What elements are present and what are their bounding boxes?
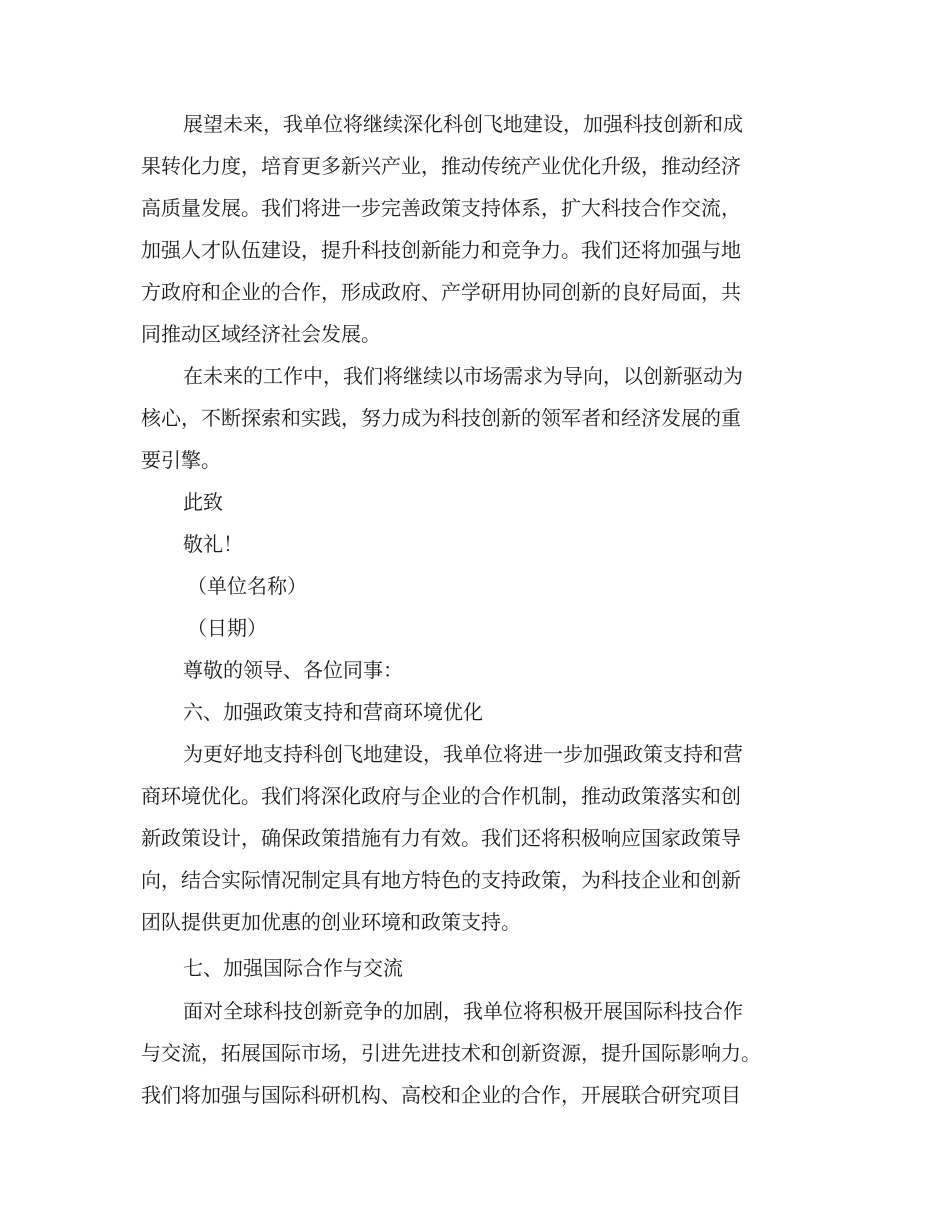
paragraph-line: 要引擎。 bbox=[141, 448, 221, 472]
signature-date: （日期） bbox=[187, 616, 267, 640]
paragraph-line: 高质量发展。我们将进一步完善政策支持体系，扩大科技合作交流， bbox=[141, 196, 741, 220]
paragraph-line: 我们将加强与国际科研机构、高校和企业的合作，开展联合研究项目 bbox=[141, 1083, 741, 1107]
paragraph-line: 核心，不断探索和实践，努力成为科技创新的领军者和经济发展的重 bbox=[141, 406, 741, 430]
greeting-line: 尊敬的领导、各位同事： bbox=[183, 658, 403, 682]
closing-regards: 敬礼！ bbox=[183, 532, 243, 556]
section-heading: 六、加强政策支持和营商环境优化 bbox=[183, 700, 483, 724]
closing-salutation: 此致 bbox=[183, 490, 223, 514]
paragraph-line: 向，结合实际情况制定具有地方特色的支持政策，为科技企业和创新 bbox=[141, 868, 741, 892]
paragraph-line: 为更好地支持科创飞地建设，我单位将进一步加强政策支持和营 bbox=[183, 742, 743, 766]
paragraph-line: 与交流，拓展国际市场，引进先进技术和创新资源，提升国际影响力。 bbox=[141, 1041, 761, 1065]
paragraph-line: 在未来的工作中，我们将继续以市场需求为导向，以创新驱动为 bbox=[183, 364, 743, 388]
signature-unit-name: （单位名称） bbox=[187, 574, 307, 598]
paragraph-line: 同推动区域经济社会发展。 bbox=[141, 322, 381, 346]
paragraph-line: 面对全球科技创新竞争的加剧，我单位将积极开展国际科技合作 bbox=[183, 999, 743, 1023]
paragraph-line: 商环境优化。我们将深化政府与企业的合作机制，推动政策落实和创 bbox=[141, 784, 741, 808]
paragraph-line: 果转化力度，培育更多新兴产业，推动传统产业优化升级，推动经济 bbox=[141, 154, 741, 178]
paragraph-line: 加强人才队伍建设，提升科技创新能力和竞争力。我们还将加强与地 bbox=[141, 238, 741, 262]
section-heading: 七、加强国际合作与交流 bbox=[183, 956, 403, 980]
paragraph-line: 新政策设计，确保政策措施有力有效。我们还将积极响应国家政策导 bbox=[141, 826, 741, 850]
paragraph-line: 团队提供更加优惠的创业环境和政策支持。 bbox=[141, 910, 521, 934]
paragraph-line: 展望未来，我单位将继续深化科创飞地建设，加强科技创新和成 bbox=[183, 112, 743, 136]
paragraph-line: 方政府和企业的合作，形成政府、产学研用协同创新的良好局面，共 bbox=[141, 280, 741, 304]
